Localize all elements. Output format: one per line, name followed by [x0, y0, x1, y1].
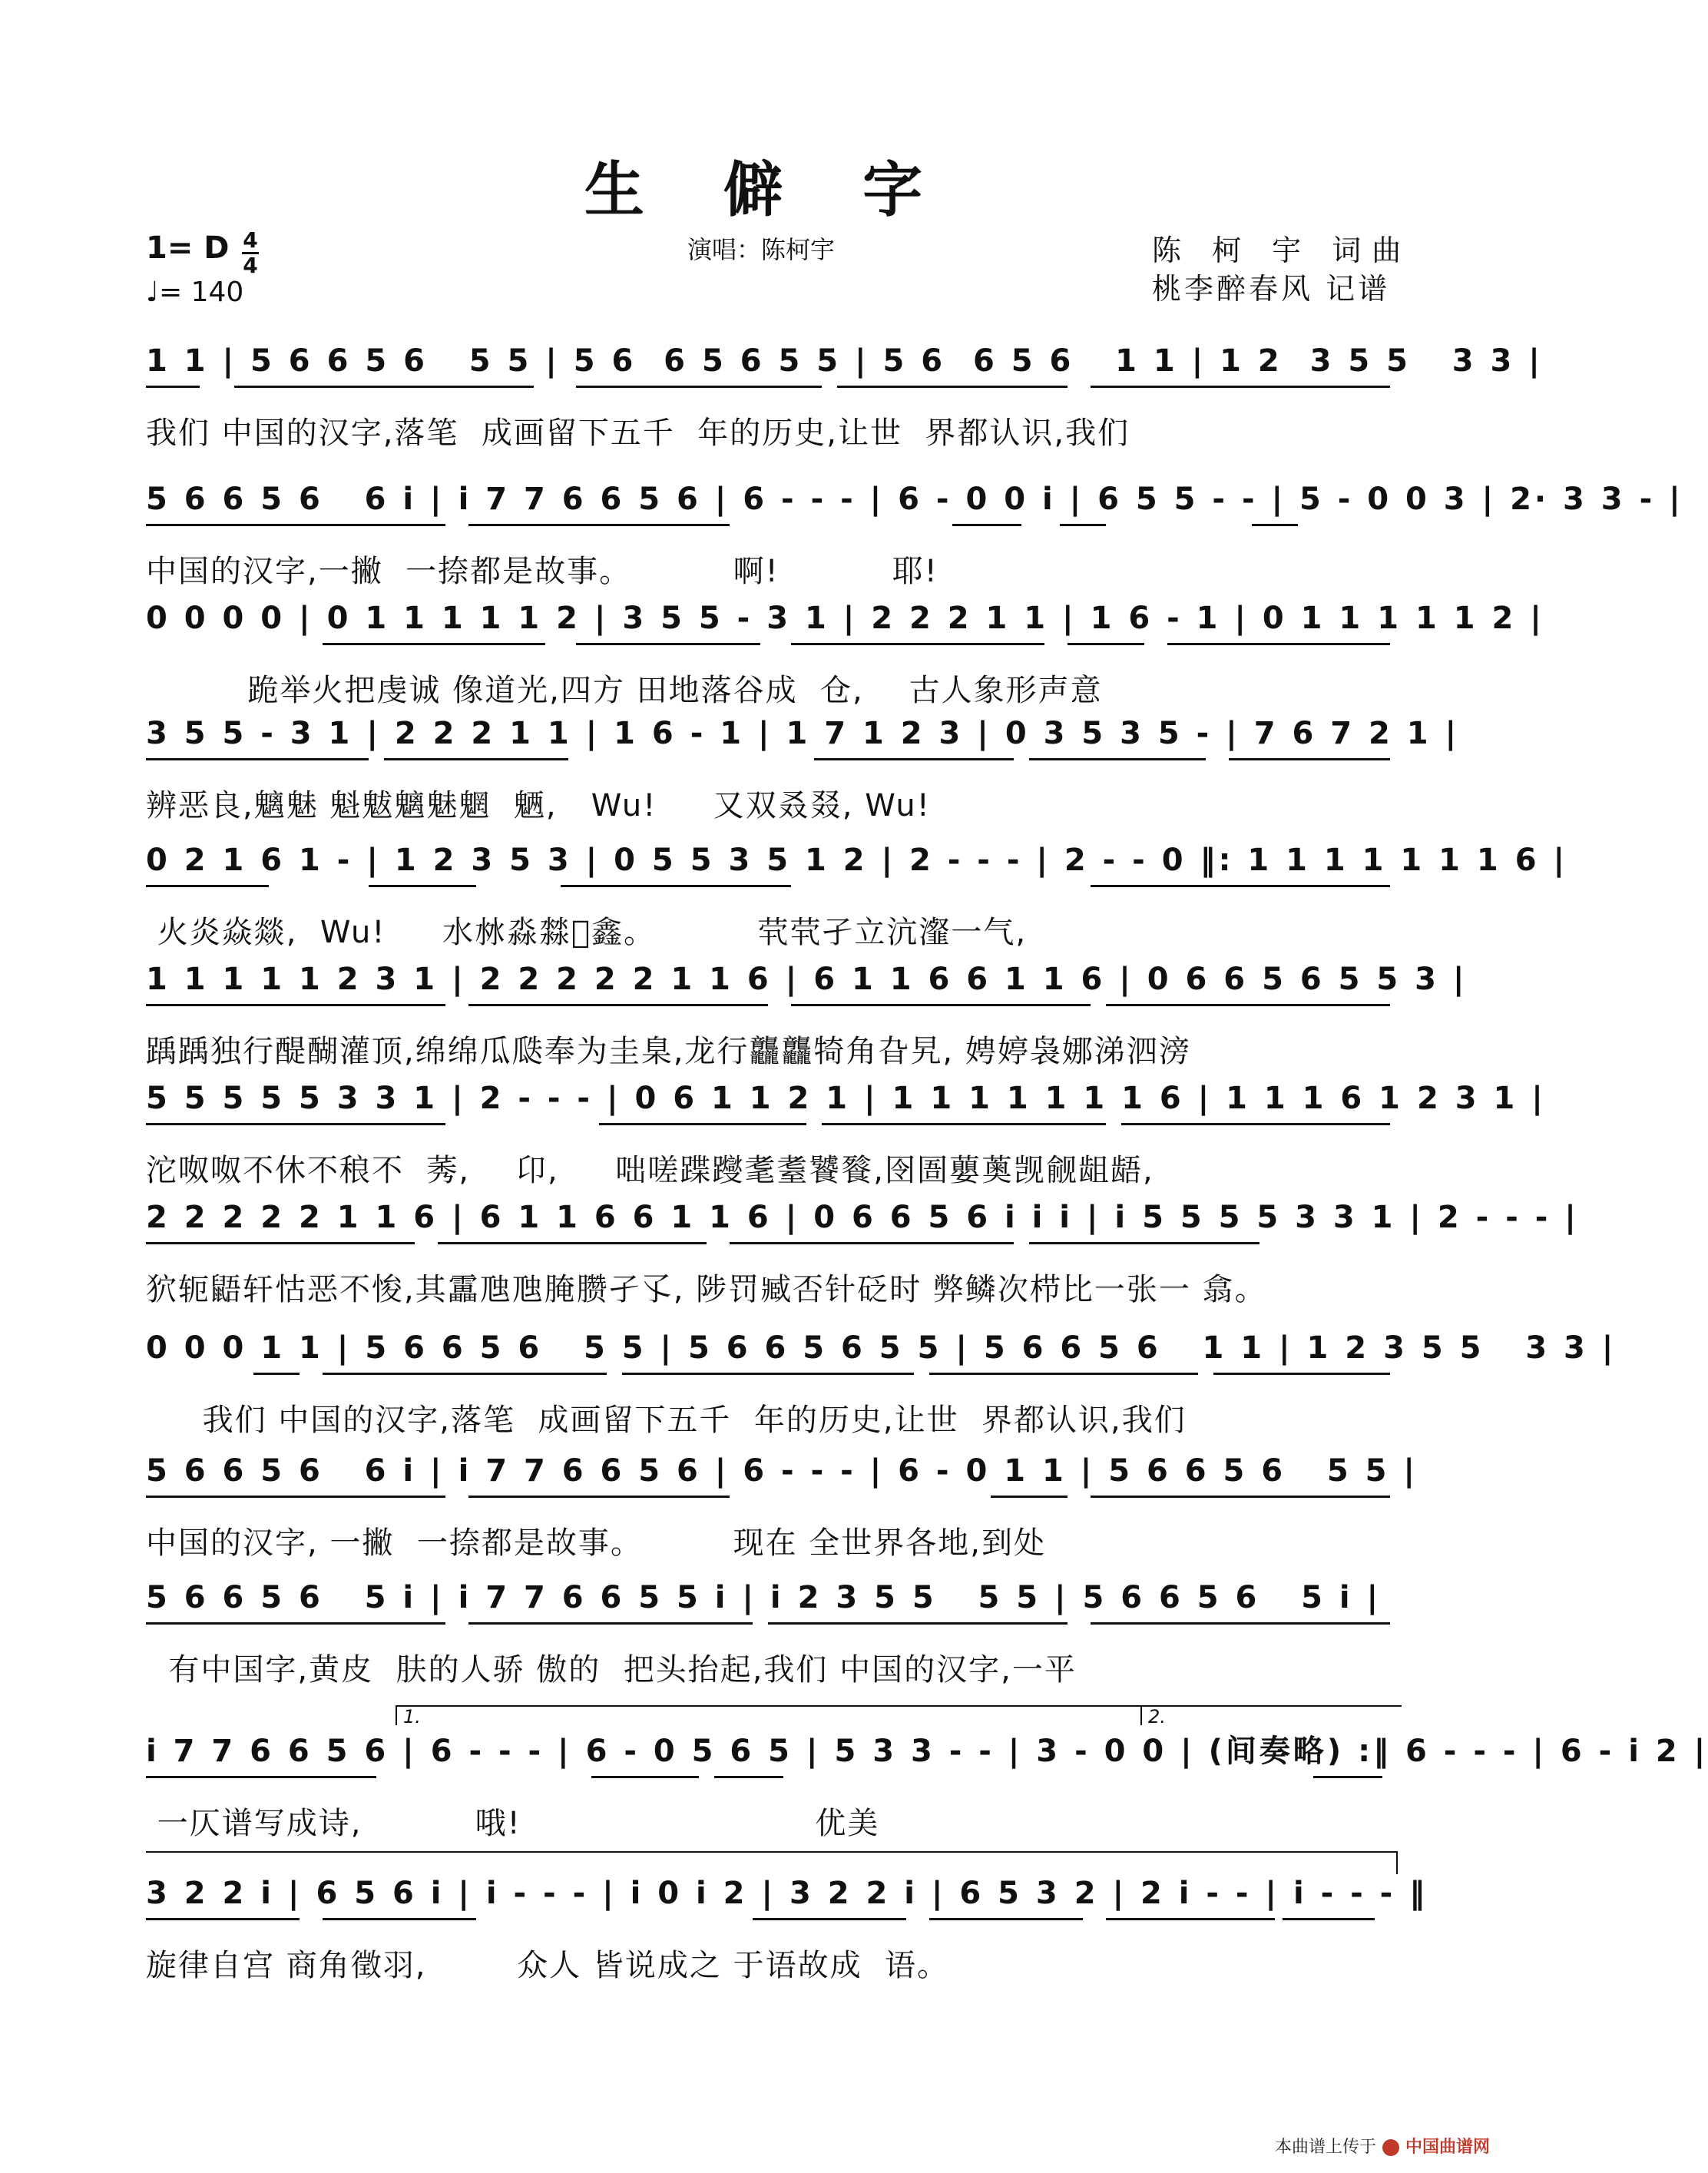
- lyrics-line: 狖轭鼯轩怙恶不悛,其靁虺虺腌臜孑孓, 陟罚臧否针砭时 弊鳞次栉比一张一 翕。: [146, 1272, 1267, 1307]
- beam-lines: [146, 1123, 1398, 1134]
- jianpu-notes: 0 0 0 0 | 0 1 1 1 1 1 2 | 3 5 5 - 3 1 | 2 2 2 1 1 | 1 6 - 1 | 0 1 1 1 1 1 2 |: [146, 601, 1544, 636]
- beam-lines: [146, 386, 1398, 396]
- lyrics-line: 有中国字,黄皮 肤的人骄 傲的 把头抬起,我们 中国的汉字,一平: [146, 1652, 1077, 1688]
- singer-credit: 演唱：陈柯宇: [687, 235, 836, 264]
- lyrics-line: 火炎焱燚, Wu! 水沝淼㵘𤆈鑫。 茕茕孑立沆瀣一气,: [146, 915, 1028, 950]
- time-sig-bottom: 4: [243, 253, 258, 278]
- site-logo-icon: [1382, 2139, 1399, 2156]
- beam-lines: [146, 1373, 1398, 1383]
- lyrics-line: 踽踽独行醍醐灌顶,绵绵瓜瓞奉为圭臬,龙行龘龘犄角旮旯, 娉婷袅娜涕泗滂: [146, 1034, 1191, 1069]
- transcriber-credit: 桃李醉春风 记谱: [1152, 272, 1391, 306]
- key-signature: 1= D: [146, 230, 230, 266]
- jianpu-notes: 3 2 2 i | 6 5 6 i | i - - - | i 0 i 2 | 3 2 2 i | 6 5 3 2 | 2 i - - | i - - - ‖: [146, 1876, 1428, 1911]
- footer-credit: [1275, 2134, 1490, 2158]
- jianpu-notes: 2 2 2 2 2 1 1 6 | 6 1 1 6 6 1 1 6 | 0 6 6 5 6 i i i | i 5 5 5 5 3 3 1 | 2 - - - |: [146, 1200, 1579, 1235]
- beam-lines: [146, 1918, 1398, 1929]
- staff-separator: [146, 1851, 1398, 1853]
- volta-second-ending: 2.: [1140, 1705, 1402, 1725]
- beam-lines: [146, 643, 1398, 654]
- jianpu-notes: 5 5 5 5 5 3 3 1 | 2 - - - | 0 6 1 1 2 1 | 1 1 1 1 1 1 1 6 | 1 1 1 6 1 2 3 1 |: [146, 1081, 1546, 1116]
- beam-lines: [146, 758, 1398, 769]
- lyrics-line: 沱呶呶不休不稂不 莠, 卬, 咄嗟蹀躞耄耋饕餮,囹圄蘡薁觊觎龃龉,: [146, 1153, 1154, 1188]
- jianpu-notes: 1 1 1 1 1 2 3 1 | 2 2 2 2 2 1 1 6 | 6 1 1 6 6 1 1 6 | 0 6 6 5 6 5 5 3 |: [146, 962, 1468, 997]
- lyrics-line: 我们 中国的汉字,落笔 成画留下五千 年的历史,让世 界都认识,我们: [146, 1403, 1187, 1438]
- jianpu-notes: 3 5 5 - 3 1 | 2 2 2 1 1 | 1 6 - 1 | 1 7 1 2 3 | 0 3 5 3 5 - | 7 6 7 2 1 |: [146, 716, 1460, 751]
- jianpu-notes: 0 2 1 6 1 - | 1 2 3 5 3 | 0 5 5 3 5 1 2 | 2 - - - | 2 - - 0 ‖: 1 1 1 1 1 1 1 6 |: [146, 843, 1568, 878]
- footer-site-name[interactable]: 中国曲谱网: [1405, 2138, 1490, 2157]
- page-title: 生 僻 字: [584, 155, 952, 225]
- lyrics-line: 跪举火把虔诚 像道光,四方 田地落谷成 仓, 古人象形声意: [146, 673, 1103, 708]
- beam-lines: [146, 1004, 1398, 1015]
- footer-upload-text: 本曲谱上传于: [1274, 2138, 1376, 2157]
- tempo-marking: ♩= 140: [146, 277, 244, 308]
- jianpu-notes: 0 0 0 1 1 | 5 6 6 5 6 5 5 | 5 6 6 5 6 5 5 | 5 6 6 5 6 1 1 | 1 2 3 5 5 3 3 |: [146, 1330, 1617, 1366]
- jianpu-notes: 1 1 | 5 6 6 5 6 5 5 | 5 6 6 5 6 5 5 | 5 6 6 5 6 1 1 | 1 2 3 5 5 3 3 |: [146, 343, 1543, 379]
- time-sig-top: 4: [243, 227, 258, 253]
- time-signature: [242, 229, 259, 277]
- lyrics-line: 中国的汉字, 一撇 一捺都是故事。 现在 全世界各地,到处: [146, 1525, 1047, 1561]
- beam-lines: [146, 1242, 1398, 1253]
- beam-lines: [146, 1776, 1398, 1787]
- jianpu-notes: 5 6 6 5 6 6 i | i 7 7 6 6 5 6 | 6 - - - | 6 - 0 0 i | 6 5 5 - - | 5 - 0 0 3 | 2· 3 3 - |: [146, 482, 1683, 517]
- beam-lines: [146, 1496, 1398, 1506]
- beam-lines: [146, 1622, 1398, 1633]
- jianpu-notes: 5 6 6 5 6 6 i | i 7 7 6 6 5 6 | 6 - - - | 6 - 0 1 1 | 5 6 6 5 6 5 5 |: [146, 1453, 1418, 1489]
- lyrics-line: 辨恶良,魑魅 魁魃魑魅魍 魉, Wu! 又双叒叕, Wu!: [146, 788, 931, 823]
- lyrics-line: 旋律自宫 商角徵羽, 众人 皆说成之 于语故成 语。: [146, 1948, 950, 1983]
- jianpu-notes: i 7 7 6 6 5 6 | 6 - - - | 6 - 0 5 6 5 | 5 3 3 - - | 3 - 0 0 | (间奏略) :‖ 6 - - - | 6 - i 2 |: [146, 1734, 1708, 1769]
- jianpu-notes: 5 6 6 5 6 5 i | i 7 7 6 6 5 5 i | i 2 3 5 5 5 5 | 5 6 6 5 6 5 i |: [146, 1580, 1382, 1615]
- beam-lines: [146, 524, 1398, 535]
- lyrics-line: 我们 中国的汉字,落笔 成画留下五千 年的历史,让世 界都认识,我们: [146, 416, 1130, 451]
- volta-first-ending: 1.: [396, 1705, 1286, 1725]
- lyrics-line: 中国的汉字,一撇 一捺都是故事。 啊! 耶!: [146, 554, 938, 589]
- beam-lines: [146, 885, 1398, 896]
- lyrics-line: 一仄谱写成诗, 哦! 优美: [146, 1806, 880, 1841]
- composer-credit: 陈 柯 宇 词曲: [1152, 234, 1412, 267]
